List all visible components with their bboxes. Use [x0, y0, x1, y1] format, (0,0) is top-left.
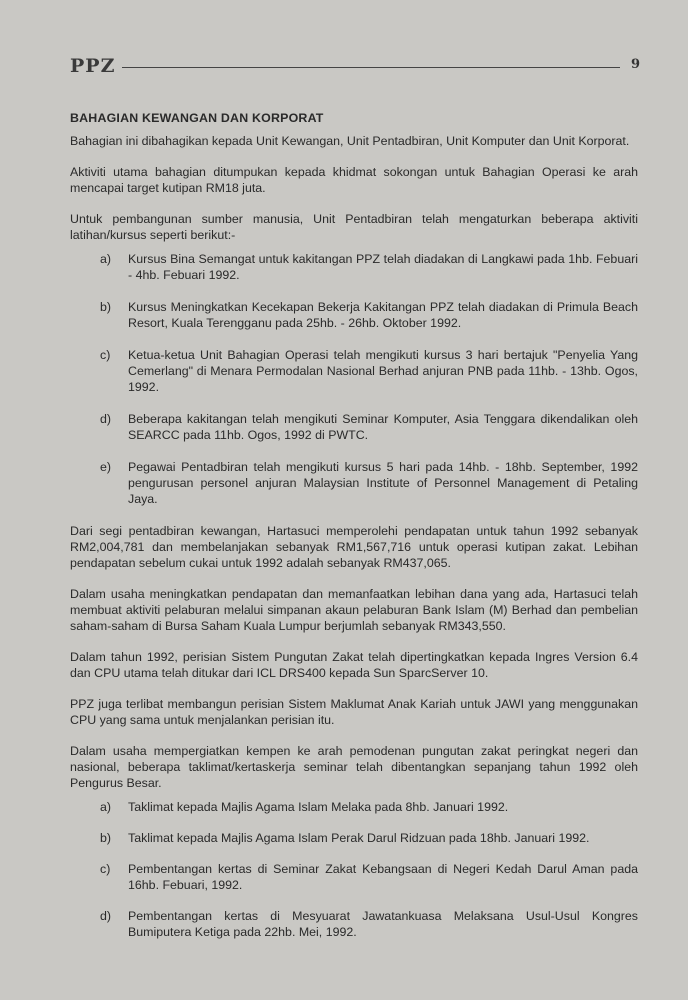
- list-item: [70, 251, 638, 283]
- list-marker: c): [100, 348, 111, 362]
- list-marker: b): [100, 300, 112, 314]
- list-item: [70, 799, 638, 815]
- list-item-text: Pegawai Pentadbiran telah mengikuti kursus 5 hari pada 14hb. - 18hb. September, 1992 pengurusan personel anjuran Malaysian Institute of Personnel Management di Petaling Jaya.: [128, 460, 638, 506]
- page-number: 9: [630, 57, 640, 72]
- list-item: [70, 299, 638, 331]
- list-item-text: Kursus Meningkatkan Kecekapan Bekerja Kakitangan PPZ telah diadakan di Primula Beach Resort, Kuala Terengganu pada 25hb. - 26hb. Oktober 1992.: [128, 300, 638, 330]
- list-item: [70, 459, 638, 507]
- list-item: [70, 830, 638, 846]
- list-item: [70, 411, 638, 443]
- list-marker: c): [100, 862, 111, 876]
- paragraph-investment: Dalam usaha meningkatkan pendapatan dan memanfaatkan lebihan dana yang ada, Hartasuci telah membuat aktiviti pelaburan melalui simpanan akaun pelaburan Bank Islam (M) Berhad dan pembelian saham-saham di Bursa Saham Kuala Lumpur berjumlah sebanyak RM343,550.: [70, 587, 638, 633]
- list-item: [70, 908, 638, 940]
- list-marker: e): [100, 460, 112, 474]
- paragraph-jawi-system: PPZ juga terlibat membangun perisian Sistem Maklumat Anak Kariah untuk JAWI yang menggunakan CPU yang sama untuk menjalankan perisian itu.: [70, 697, 638, 727]
- list-item-text: Taklimat kepada Majlis Agama Islam Perak Darul Ridzuan pada 18hb. Januari 1992.: [128, 831, 590, 845]
- list-marker: d): [100, 909, 112, 923]
- paragraph-finance: Dari segi pentadbiran kewangan, Hartasuci memperolehi pendapatan untuk tahun 1992 sebanyak RM2,004,781 dan membelanjakan sebanyak RM1,567,716 untuk operasi kutipan zakat. Lebihan pendapatan sebelum cukai untuk 1992 adalah sebanyak RM437,065.: [70, 524, 638, 570]
- list-item: [70, 861, 638, 893]
- page-body: [70, 110, 638, 955]
- list-marker: a): [100, 252, 112, 266]
- briefing-list: [70, 799, 638, 940]
- list-item-text: Pembentangan kertas di Seminar Zakat Kebangsaan di Negeri Kedah Darul Aman pada 16hb. Febuari, 1992.: [128, 862, 638, 892]
- list-item: [70, 347, 638, 395]
- list-marker: d): [100, 412, 112, 426]
- ppz-logo: PPZ: [70, 55, 116, 77]
- paragraph-hr-development: Untuk pembangunan sumber manusia, Unit Pentadbiran telah mengaturkan beberapa aktiviti latihan/kursus seperti berikut:-: [70, 212, 638, 242]
- list-item-text: Beberapa kakitangan telah mengikuti Seminar Komputer, Asia Tenggara dikendalikan oleh SEARCC pada 11hb. Ogos, 1992 di PWTC.: [128, 412, 638, 442]
- training-list: [70, 251, 638, 507]
- list-marker: a): [100, 800, 112, 814]
- list-item-text: Taklimat kepada Majlis Agama Islam Melaka pada 8hb. Januari 1992.: [128, 800, 509, 814]
- paragraph-software-upgrade: Dalam tahun 1992, perisian Sistem Pungutan Zakat telah dipertingkatkan kepada Ingres Version 6.4 dan CPU utama telah ditukar dari ICL DRS400 kepada Sun SparcServer 10.: [70, 650, 638, 680]
- paragraph-main-activity: Aktiviti utama bahagian ditumpukan kepada khidmat sokongan untuk Bahagian Operasi ke arah mencapai target kutipan RM18 juta.: [70, 165, 638, 195]
- list-marker: b): [100, 831, 112, 845]
- section-title: BAHAGIAN KEWANGAN DAN KORPORAT: [70, 111, 324, 125]
- paragraph-units: Bahagian ini dibahagikan kepada Unit Kewangan, Unit Pentadbiran, Unit Komputer dan Unit Korporat.: [70, 134, 630, 148]
- list-item-text: Pembentangan kertas di Mesyuarat Jawatankuasa Melaksana Usul-Usul Kongres Bumiputera Ketiga pada 22hb. Mei, 1992.: [128, 909, 638, 939]
- list-item-text: Kursus Bina Semangat untuk kakitangan PPZ telah diadakan di Langkawi pada 1hb. Febuari - 4hb. Febuari 1992.: [128, 252, 638, 282]
- list-item-text: Ketua-ketua Unit Bahagian Operasi telah mengikuti kursus 3 hari bertajuk "Penyelia Yang Cemerlang" di Menara Permodalan Nasional Berhad anjuran PNB pada 11hb. - 13hb. Ogos, 1992.: [128, 348, 638, 394]
- paragraph-campaign: Dalam usaha mempergiatkan kempen ke arah pemodenan pungutan zakat peringkat negeri dan nasional, beberapa taklimat/kertaskerja seminar telah dibentangkan sepanjang tahun 1992 oleh Pengurus Besar.: [70, 744, 638, 790]
- header-rule: [122, 67, 620, 68]
- page-header: [70, 55, 640, 79]
